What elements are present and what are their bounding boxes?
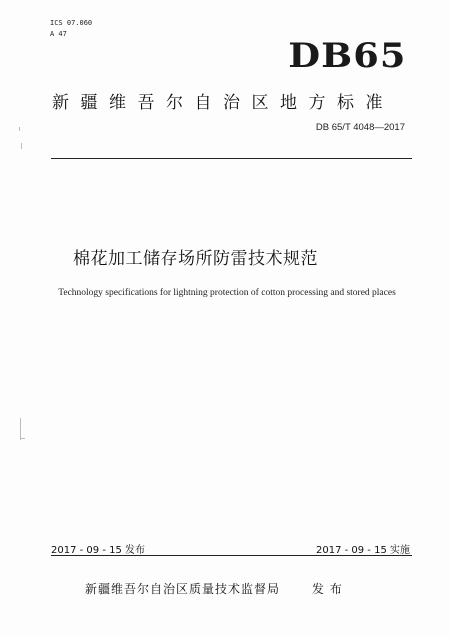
issuer-name: 新疆维吾尔自治区质量技术监督局 [85,582,281,596]
implement-date: 2017 - 09 - 15 实施 [315,545,410,556]
scan-artifact [21,143,22,149]
ics-code: ICS 07.060 [50,19,93,27]
issuer-suffix: 发布 [311,582,348,596]
standard-logo: DB65 [288,36,407,76]
bottom-divider [51,555,412,556]
document-title-english: Technology specifications for lightning protection of cotton processing and stored places [58,288,396,298]
standard-number: DB 65/T 4048—2017 [315,122,405,133]
issuing-authority [85,580,348,597]
document-title-chinese: 棉花加工储存场所防雷技术规范 [73,249,318,269]
category-code: A 47 [50,30,67,38]
classification-block [50,18,92,40]
scan-artifact [20,438,25,439]
standard-type-heading: 新疆维吾尔自治区地方标准 [52,93,394,113]
scan-artifact [19,127,20,131]
publish-date: 2017 - 09 - 15 发布 [51,545,146,556]
top-divider [51,158,412,159]
scan-artifact [20,418,21,440]
